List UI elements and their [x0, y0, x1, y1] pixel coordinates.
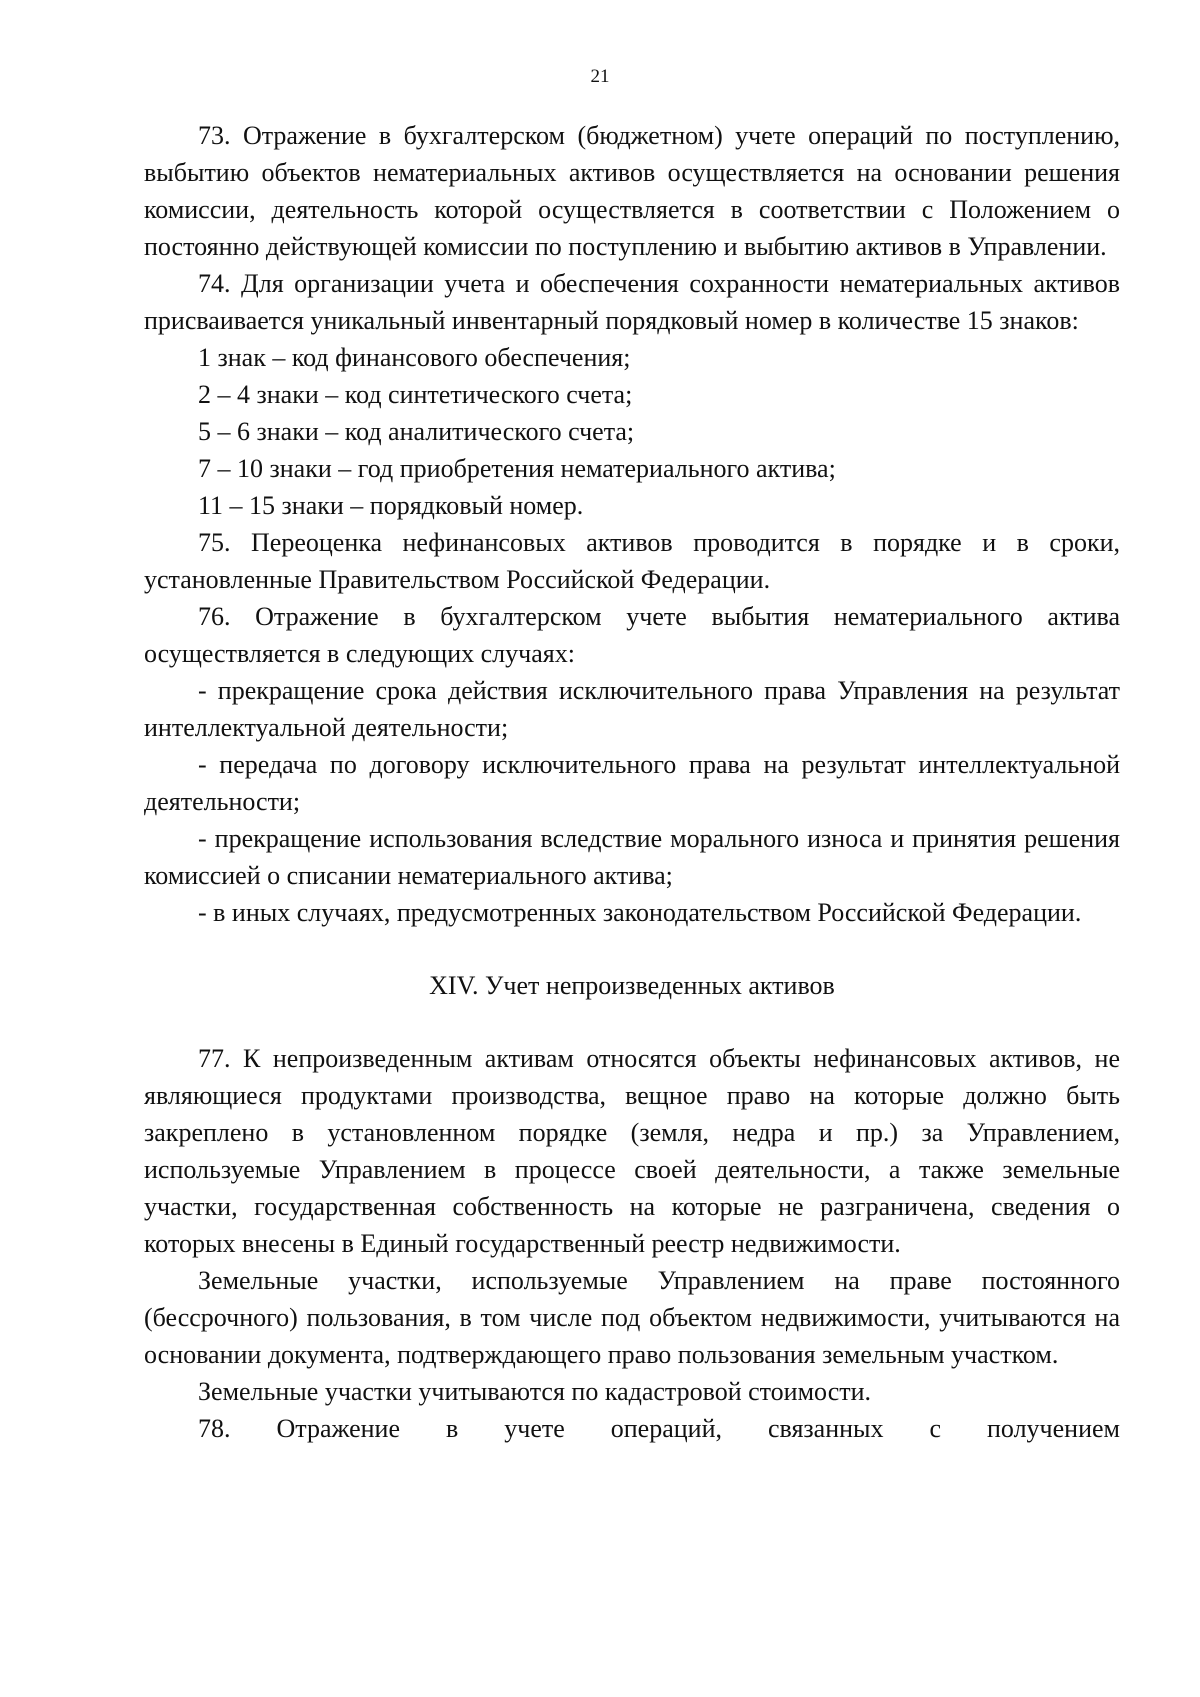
paragraph-78: 78. Отражение в учете операций, связанных с получением — [198, 1414, 1120, 1443]
document-body — [144, 117, 1120, 1447]
paragraph-cadastral-value: Земельные участки учитываются по кадастровой стоимости. — [198, 1377, 872, 1406]
paragraph-77: 77. К непроизведенным активам относятся объекты нефинансовых активов, не являющиеся продуктами производства, вещное право на которые должно быть закреплено в установленном порядке (земля, недра и пр.) за Управлением, используемые Управлением в процессе своей деятельности, а также земельные участки, государственная собственность на которые не разграничена, сведения о которых внесены в Единый государственный реестр недвижимости. — [144, 1044, 1120, 1258]
list-item-right-expiry: - прекращение срока действия исключительного права Управления на результат интеллектуальной деятельности; — [144, 676, 1120, 742]
list-item-acquisition-year: 7 – 10 знаки – год приобретения нематериального актива; — [198, 454, 836, 483]
list-item-moral-wear: - прекращение использования вследствие морального износа и принятия решения комиссией о списании нематериального актива; — [144, 824, 1120, 890]
page-number: 21 — [590, 66, 610, 87]
paragraph-73: 73. Отражение в бухгалтерском (бюджетном) учете операций по поступлению, выбытию объектов нематериальных активов осуществляется на основании решения комиссии, деятельность которой осуществляется в соответствии с Положением о постоянно действующей комиссии по поступлению и выбытию активов в Управлении. — [144, 121, 1120, 261]
section-heading: XIV. Учет непроизведенных активов — [429, 971, 835, 1000]
paragraph-land-plots-usage: Земельные участки, используемые Управлением на праве постоянного (бессрочного) пользования, в том числе под объектом недвижимости, учитываются на основании документа, подтверждающего право пользования земельным участком. — [144, 1266, 1120, 1369]
list-item-other-cases: - в иных случаях, предусмотренных законодательством Российской Федерации. — [198, 898, 1082, 927]
paragraph-76: 76. Отражение в бухгалтерском учете выбытия нематериального актива осуществляется в следующих случаях: — [144, 602, 1120, 668]
list-item-code-analytic-account: 5 – 6 знаки – код аналитического счета; — [198, 417, 635, 446]
list-item-code-synthetic-account: 2 – 4 знаки – код синтетического счета; — [198, 380, 633, 409]
paragraph-75: 75. Переоценка нефинансовых активов проводится в порядке и в сроки, установленные Правительством Российской Федерации. — [144, 528, 1120, 594]
list-item-right-transfer: - передача по договору исключительного права на результат интеллектуальной деятельности; — [144, 750, 1120, 816]
paragraph-74: 74. Для организации учета и обеспечения сохранности нематериальных активов присваивается уникальный инвентарный порядковый номер в количестве 15 знаков: — [144, 269, 1120, 335]
list-item-code-financing: 1 знак – код финансового обеспечения; — [198, 343, 631, 372]
list-item-serial-number: 11 – 15 знаки – порядковый номер. — [198, 491, 584, 520]
